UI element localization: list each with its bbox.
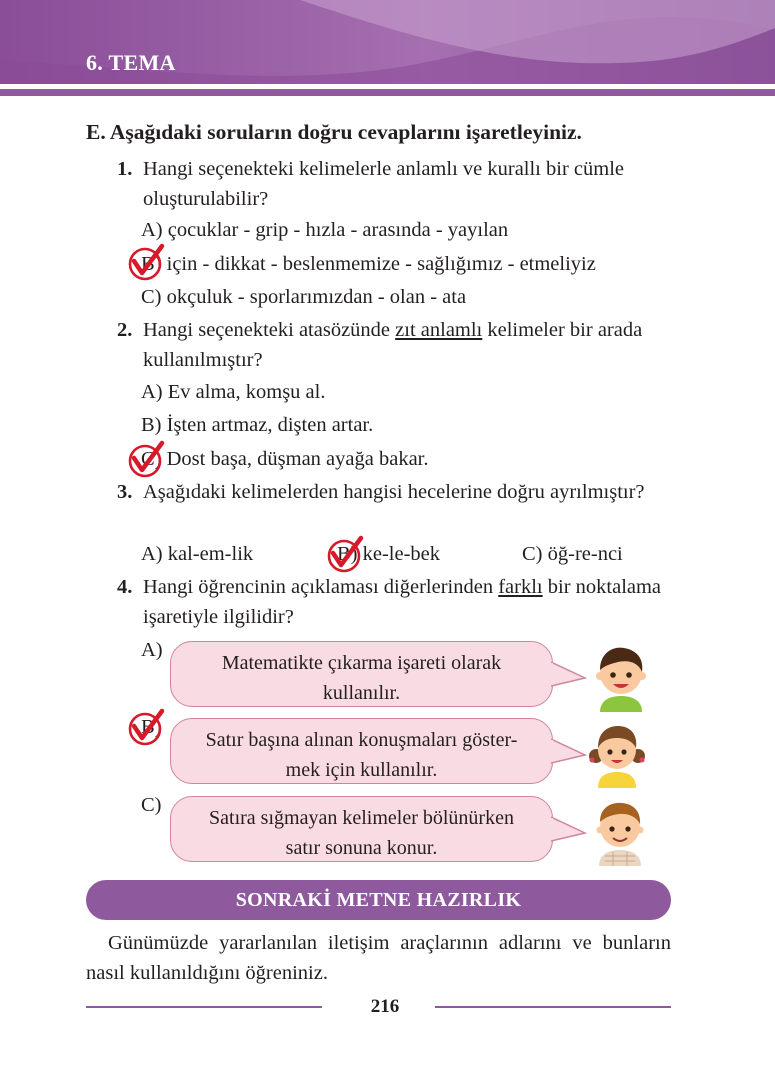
theme-title: 6. TEMA [86, 50, 176, 75]
q4-option-c-label[interactable]: C) [141, 794, 162, 816]
option-text: için - dikkat - beslenmemize - sağlığımız - etmeliyiz [166, 253, 596, 275]
option-label: C) [522, 543, 543, 565]
question-text: Hangi seçenekteki atasözünde zıt anlamlı kelimeler bir arada kullanılmıştır? [143, 319, 643, 371]
option-label: B) [337, 543, 358, 565]
q4-option-b-label[interactable]: B) [141, 716, 162, 738]
question-number: 2. [117, 319, 133, 341]
underlined-word: farklı [498, 576, 543, 598]
bubble-line-2: satır sonuna konur. [285, 837, 438, 859]
option-text: öğ-re-nci [547, 543, 623, 565]
bubble-line-1: Satıra sığmayan kelimeler bölünürken [209, 807, 514, 829]
next-text-banner: SONRAKİ METNE HAZIRLIK [86, 880, 671, 920]
page-number: 216 [370, 996, 400, 1017]
question-text: Hangi seçenekteki kelimelerle anlamlı ve kurallı bir cümle oluşturulabilir? [143, 158, 624, 210]
option-label: B) [141, 414, 162, 436]
question-number: 1. [117, 158, 133, 180]
question-text: Aşağıdaki kelimelerden hangisi hecelerine doğru ayrılmıştır? [143, 481, 645, 503]
q1-option-a[interactable] [141, 216, 508, 244]
option-label: B) [141, 253, 162, 275]
option-text: Ev alma, komşu al. [167, 381, 326, 403]
bubble-line-1: Matematikte çıkarma işareti olarak [221, 652, 502, 674]
option-label: A) [141, 219, 163, 241]
option-text: çocuklar - grip - hızla - arasında - yayılan [167, 219, 509, 241]
option-text: okçuluk - sporlarımızdan - olan - ata [166, 286, 467, 308]
q4-option-c-speech-bubble[interactable] [170, 796, 553, 862]
bubble-tail [551, 737, 591, 767]
boy-avatar-icon [591, 794, 649, 866]
q4-option-b-speech-bubble[interactable] [170, 718, 553, 784]
option-label: A) [141, 543, 163, 565]
bubble-tail [551, 660, 591, 690]
q3-option-a[interactable] [141, 540, 253, 568]
q4-option-a-label[interactable]: A) [141, 639, 163, 661]
option-text: Dost başa, düşman ayağa bakar. [166, 448, 429, 470]
question-number: 4. [117, 576, 133, 598]
question-number: 3. [117, 481, 133, 503]
underlined-phrase: zıt anlamlı [395, 319, 483, 341]
question-text: Hangi öğrencinin açıklaması diğerlerinden farklı bir noktalama işaretiyle ilgilidir? [143, 576, 662, 628]
page-header [0, 0, 775, 100]
option-text: ke-le-bek [362, 543, 441, 565]
option-label: A) [141, 381, 163, 403]
q4-option-a-speech-bubble[interactable] [170, 641, 553, 707]
option-label: C) [141, 286, 162, 308]
option-text: kal-em-lik [167, 543, 254, 565]
q2-option-b[interactable] [141, 411, 373, 439]
q2-option-c[interactable] [141, 445, 429, 473]
bubble-line-2: kullanılır. [322, 682, 401, 704]
bubble-line-2: mek için kullanılır. [285, 759, 438, 781]
q2-option-a[interactable] [141, 378, 325, 406]
footer-divider-right [435, 1006, 671, 1008]
bubble-line-1: Satır başına alınan konuşmaları göster- [205, 729, 518, 751]
boy-avatar-icon [592, 640, 650, 712]
next-text-paragraph: Günümüzde yararlanılan iletişim araçlarının adlarını ve bunların nasıl kullanıldığını öğreniniz. [86, 932, 671, 984]
section-heading: E. Aşağıdaki soruların doğru cevaplarını işaretleyiniz. [86, 120, 582, 144]
q1-answer-check-icon [126, 243, 166, 283]
q1-option-b[interactable] [141, 250, 596, 278]
q1-option-c[interactable] [141, 283, 466, 311]
option-text: İşten artmaz, dişten artar. [166, 414, 374, 436]
girl-avatar-icon [588, 716, 646, 788]
q4-answer-check-icon [126, 708, 166, 748]
bubble-tail [551, 815, 591, 845]
q3-option-c[interactable] [522, 540, 623, 568]
footer-divider-left [86, 1006, 322, 1008]
option-label: C) [141, 448, 162, 470]
q2-answer-check-icon [126, 440, 166, 480]
q3-answer-check-icon [325, 535, 365, 575]
